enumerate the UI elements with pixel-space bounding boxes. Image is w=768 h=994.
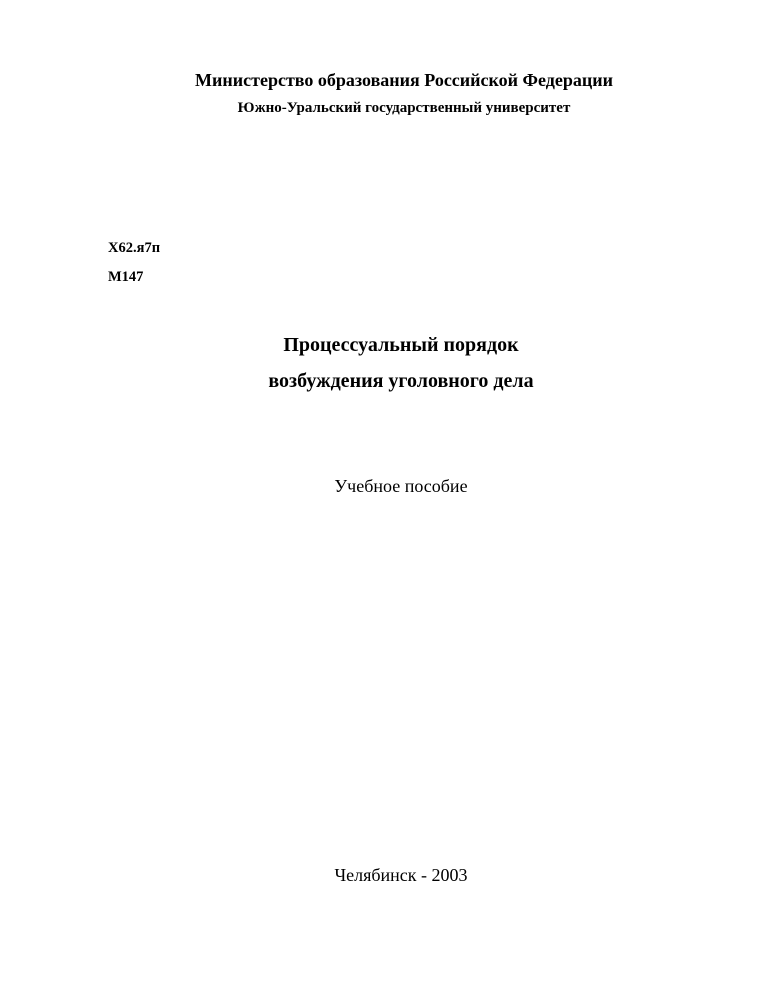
- document-type: Учебное пособие: [334, 476, 468, 496]
- ministry-heading: Министерство образования Российской Федерации: [195, 70, 613, 90]
- university-heading: Южно-Уральский государственный университет: [237, 100, 571, 116]
- classification-code: Х62.я7п: [108, 240, 161, 256]
- document-title-line-1: Процессуальный порядок: [283, 334, 519, 356]
- city-year: Челябинск - 2003: [334, 865, 468, 885]
- document-title-line-2: возбуждения уголовного дела: [268, 370, 534, 392]
- author-mark: М147: [108, 269, 144, 285]
